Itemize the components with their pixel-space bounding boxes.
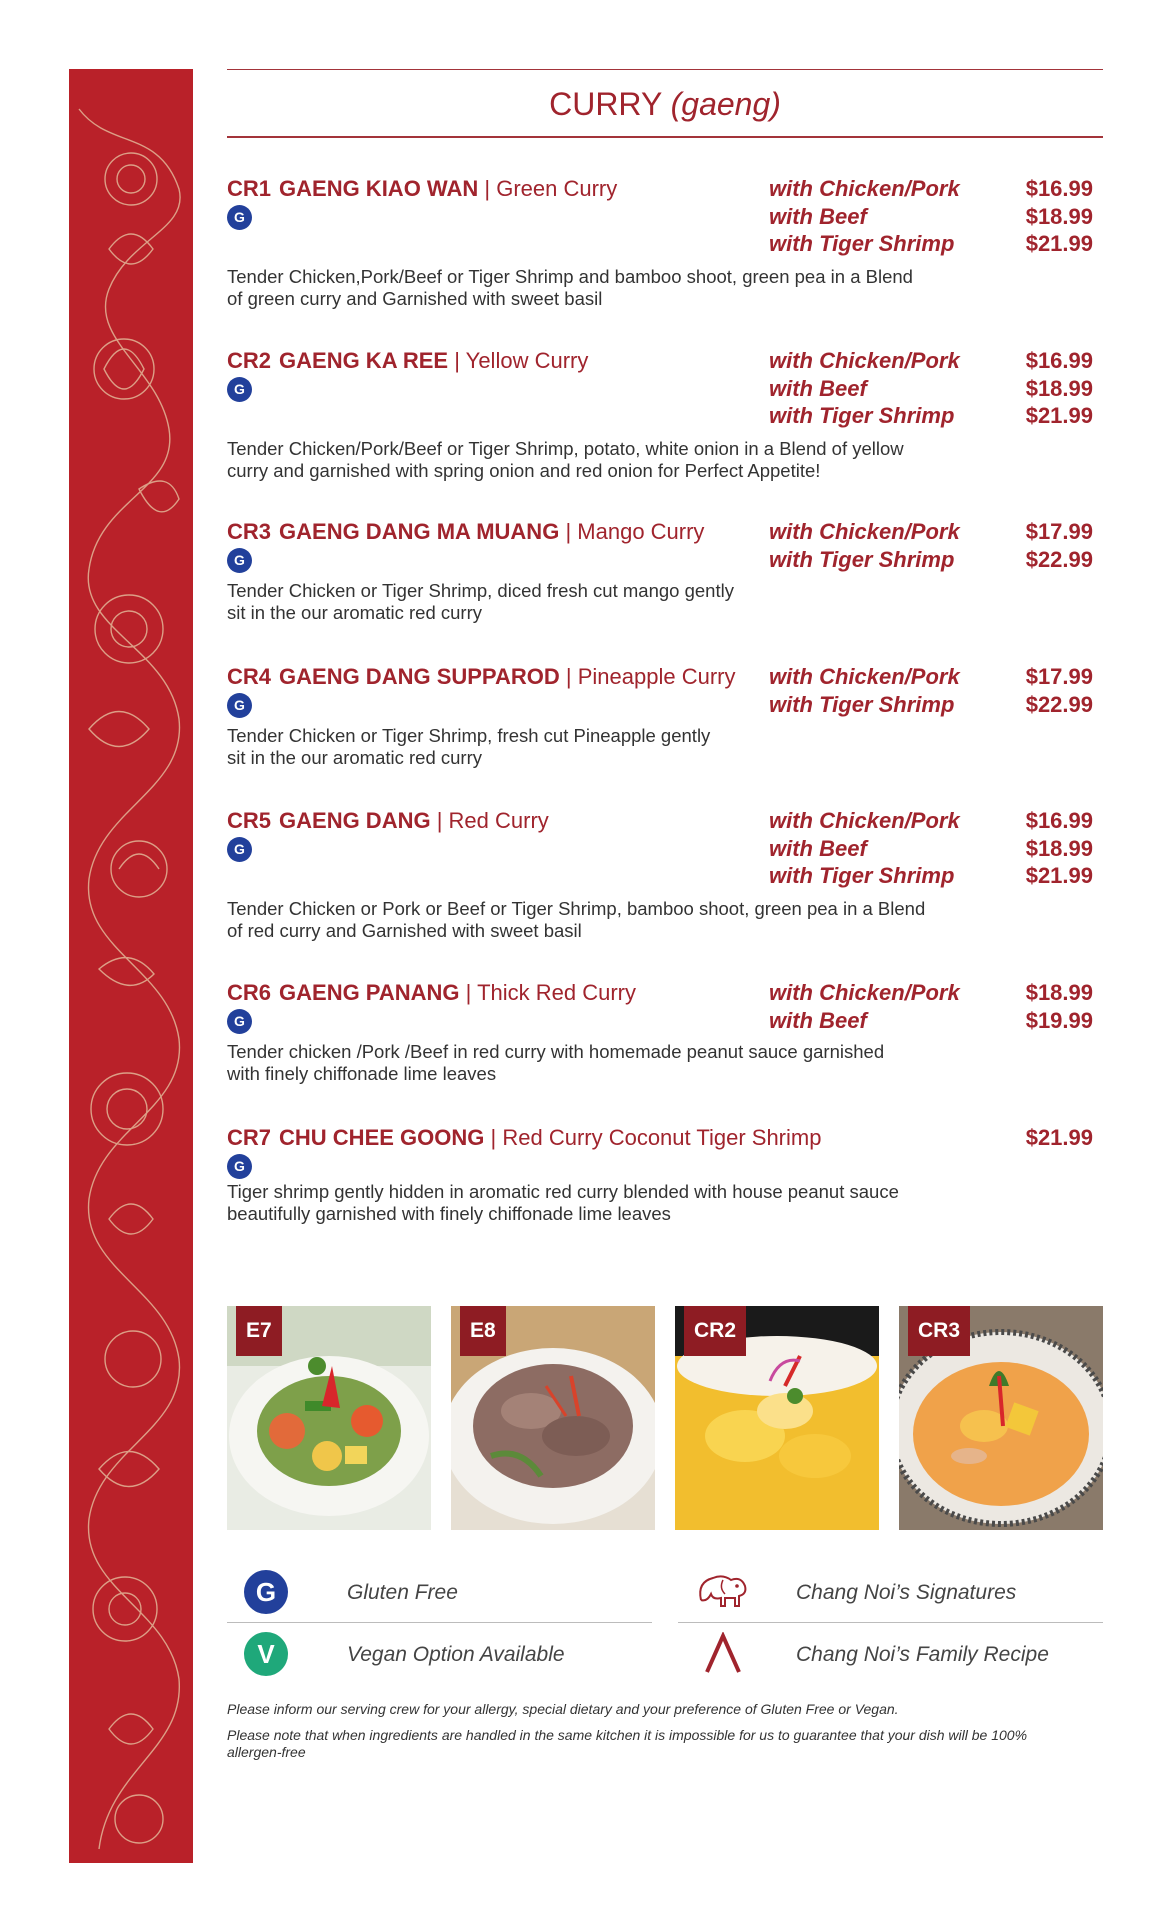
variant-label: with Beef (769, 835, 867, 861)
description-line: beautifully garnished with finely chiffonade lime leaves (227, 1203, 671, 1224)
title-top-rule (227, 69, 1103, 70)
price-row (769, 663, 1103, 691)
item-heading (227, 979, 636, 1007)
photo-e8 (451, 1306, 655, 1530)
menu-item-cr6 (227, 979, 1103, 1094)
item-thai-name: CHU CHEE GOONG (279, 1125, 485, 1150)
variant-price: $17.99 (1025, 519, 1093, 544)
gluten-free-badge: G (227, 1154, 252, 1179)
variant-price: $18.99 (1025, 980, 1093, 1005)
description-line: curry and garnished with spring onion and red onion for Perfect Appetite! (227, 460, 821, 481)
item-code: CR3 (227, 519, 272, 544)
item-english-name: Mango Curry (577, 519, 705, 544)
item-english-name: Green Curry (496, 176, 618, 201)
kitchen-note-line: allergen-free (227, 1744, 306, 1760)
legend-divider (678, 1622, 1103, 1623)
item-thai-name: GAENG KIAO WAN (279, 176, 479, 201)
variant-price: $16.99 (1025, 176, 1093, 201)
item-description (227, 580, 1017, 624)
price-list (769, 175, 1103, 258)
variant-price: $21.99 (1025, 231, 1093, 256)
lambda-icon (701, 1632, 745, 1676)
family-recipe-legend-label: Chang Noi’s Family Recipe (796, 1643, 1049, 1666)
price-row (769, 862, 1103, 890)
price-list (769, 663, 1103, 718)
photo-tag: E8 (460, 1306, 506, 1356)
variant-label: with Beef (769, 375, 867, 401)
menu-item-cr4 (227, 663, 1103, 778)
item-thai-name: GAENG DANG (279, 808, 431, 833)
description-line: Tender Chicken or Pork or Beef or Tiger Shrimp, bamboo shoot, green pea in a Blend (227, 898, 926, 919)
price-row (769, 230, 1103, 258)
price-list (769, 807, 1103, 890)
section-title (227, 84, 1103, 124)
item-code: CR5 (227, 808, 272, 833)
item-english-name: Pineapple Curry (577, 664, 736, 689)
item-separator: | (484, 176, 491, 201)
price-row (769, 375, 1103, 403)
vegan-legend-icon: V (244, 1632, 288, 1676)
gluten-free-badge: G (227, 377, 252, 402)
variant-price: $21.99 (1025, 863, 1093, 888)
photo-tag: CR3 (908, 1306, 970, 1356)
variant-price: $17.99 (1025, 664, 1093, 689)
gluten-free-badge: G (227, 1009, 252, 1034)
item-thai-name: GAENG KA REE (279, 348, 449, 373)
price-row (769, 691, 1103, 719)
kitchen-note-line: Please note that when ingredients are handled in the same kitchen it is impossible for us to guarantee that your dish will be 100% (227, 1727, 1028, 1743)
item-thai-name: GAENG DANG MA MUANG (279, 519, 560, 544)
variant-price: $21.99 (1025, 1125, 1093, 1150)
variant-label: with Chicken/Pork (769, 808, 960, 833)
item-description (227, 266, 1017, 310)
photo-tag: CR2 (684, 1306, 746, 1356)
description-line: Tiger shrimp gently hidden in aromatic red curry blended with house peanut sauce (227, 1181, 899, 1202)
price-row (769, 1124, 1103, 1152)
variant-label: with Chicken/Pork (769, 664, 960, 689)
floral-side-band (69, 69, 193, 1863)
price-list (769, 1124, 1103, 1152)
menu-content (227, 0, 1103, 1920)
menu-item-cr5 (227, 807, 1103, 947)
item-thai-name: GAENG DANG SUPPAROD (279, 664, 560, 689)
variant-label: with Chicken/Pork (769, 348, 960, 373)
description-line: of red curry and Garnished with sweet basil (227, 920, 582, 941)
price-list (769, 347, 1103, 430)
item-heading (227, 175, 617, 203)
menu-item-cr1 (227, 175, 1103, 315)
item-description (227, 1041, 1017, 1085)
variant-price: $22.99 (1025, 546, 1093, 572)
section-title-main: CURRY (549, 86, 662, 122)
description-line: sit in the our aromatic red curry (227, 747, 482, 768)
item-heading (227, 347, 588, 375)
price-row (769, 518, 1103, 546)
title-bottom-rule (227, 136, 1103, 138)
price-list (769, 518, 1103, 573)
variant-label: with Chicken/Pork (769, 176, 960, 201)
price-row (769, 835, 1103, 863)
item-separator: | (436, 808, 443, 833)
item-code: CR4 (227, 664, 272, 689)
variant-label: with Chicken/Pork (769, 980, 960, 1005)
gluten-free-legend-label: Gluten Free (347, 1581, 458, 1604)
item-english-name: Yellow Curry (465, 348, 589, 373)
item-separator: | (465, 980, 472, 1005)
description-line: with finely chiffonade lime leaves (227, 1063, 497, 1084)
item-separator: | (565, 519, 572, 544)
variant-price: $18.99 (1025, 835, 1093, 861)
price-list (769, 979, 1103, 1034)
gluten-free-legend-icon: G (244, 1570, 288, 1614)
legend-divider (227, 1622, 652, 1623)
menu-item-cr2 (227, 347, 1103, 487)
price-row (769, 1007, 1103, 1035)
variant-label: with Chicken/Pork (769, 519, 960, 544)
variant-label: with Tiger Shrimp (769, 403, 955, 428)
item-heading (227, 807, 549, 835)
kitchen-note (227, 1727, 1103, 1761)
variant-price: $22.99 (1025, 691, 1093, 717)
item-separator: | (565, 664, 572, 689)
variant-label: with Tiger Shrimp (769, 691, 955, 717)
photo-cr2 (675, 1306, 879, 1530)
menu-item-cr7 (227, 1124, 1103, 1239)
menu-item-cr3 (227, 518, 1103, 633)
vegan-legend-label: Vegan Option Available (347, 1643, 565, 1666)
description-line: Tender Chicken or Tiger Shrimp, fresh cut Pineapple gently (227, 725, 711, 746)
price-row (769, 979, 1103, 1007)
item-code: CR7 (227, 1125, 272, 1150)
item-description (227, 898, 1017, 942)
gluten-free-badge: G (227, 693, 252, 718)
item-description (227, 725, 1017, 769)
item-english-name: Red Curry Coconut Tiger Shrimp (502, 1125, 822, 1150)
item-separator: | (454, 348, 460, 373)
item-heading (227, 518, 704, 546)
description-line: Tender Chicken/Pork/Beef or Tiger Shrimp, potato, white onion in a Blend of yellow (227, 438, 904, 459)
item-description (227, 1181, 1017, 1225)
variant-price: $18.99 (1025, 203, 1093, 229)
variant-price: $16.99 (1025, 808, 1093, 833)
price-row (769, 546, 1103, 574)
item-heading (227, 1124, 821, 1152)
variant-label: with Tiger Shrimp (769, 231, 955, 256)
signature-legend-label: Chang Noi’s Signatures (796, 1581, 1017, 1604)
item-english-name: Red Curry (448, 808, 549, 833)
item-thai-name: GAENG PANANG (279, 980, 460, 1005)
item-english-name: Thick Red Curry (477, 980, 636, 1005)
elephant-icon (693, 1570, 753, 1614)
gluten-free-badge: G (227, 205, 252, 230)
item-heading (227, 663, 735, 691)
item-description (227, 438, 1017, 482)
variant-label: with Tiger Shrimp (769, 546, 955, 572)
description-line: Tender chicken /Pork /Beef in red curry with homemade peanut sauce garnished (227, 1041, 885, 1062)
price-row (769, 402, 1103, 430)
price-row (769, 175, 1103, 203)
photo-e7 (227, 1306, 431, 1530)
description-line: sit in the our aromatic red curry (227, 602, 482, 623)
variant-label: with Beef (769, 203, 867, 229)
variant-price: $16.99 (1025, 348, 1093, 373)
gluten-free-badge: G (227, 837, 252, 862)
photo-cr3 (899, 1306, 1103, 1530)
price-row (769, 807, 1103, 835)
variant-label: with Beef (769, 1007, 867, 1033)
item-separator: | (490, 1125, 497, 1150)
variant-price: $21.99 (1025, 403, 1093, 428)
price-row (769, 203, 1103, 231)
item-code: CR6 (227, 980, 272, 1005)
description-line: of green curry and Garnished with sweet basil (227, 288, 603, 309)
item-code: CR2 (227, 348, 272, 373)
item-code: CR1 (227, 176, 272, 201)
description-line: Tender Chicken,Pork/Beef or Tiger Shrimp and bamboo shoot, green pea in a Blend (227, 266, 913, 287)
variant-label: with Tiger Shrimp (769, 863, 955, 888)
description-line: Tender Chicken or Tiger Shrimp, diced fresh cut mango gently (227, 580, 734, 601)
section-title-sub: (gaeng) (670, 86, 781, 122)
photo-tag: E7 (236, 1306, 282, 1356)
floral-pattern-icon (69, 69, 193, 1863)
price-row (769, 347, 1103, 375)
allergy-note: Please inform our serving crew for your allergy, special dietary and your preference of Gluten Free or Vegan. (227, 1701, 899, 1717)
variant-price: $18.99 (1025, 375, 1093, 401)
gluten-free-badge: G (227, 548, 252, 573)
variant-price: $19.99 (1025, 1007, 1093, 1033)
